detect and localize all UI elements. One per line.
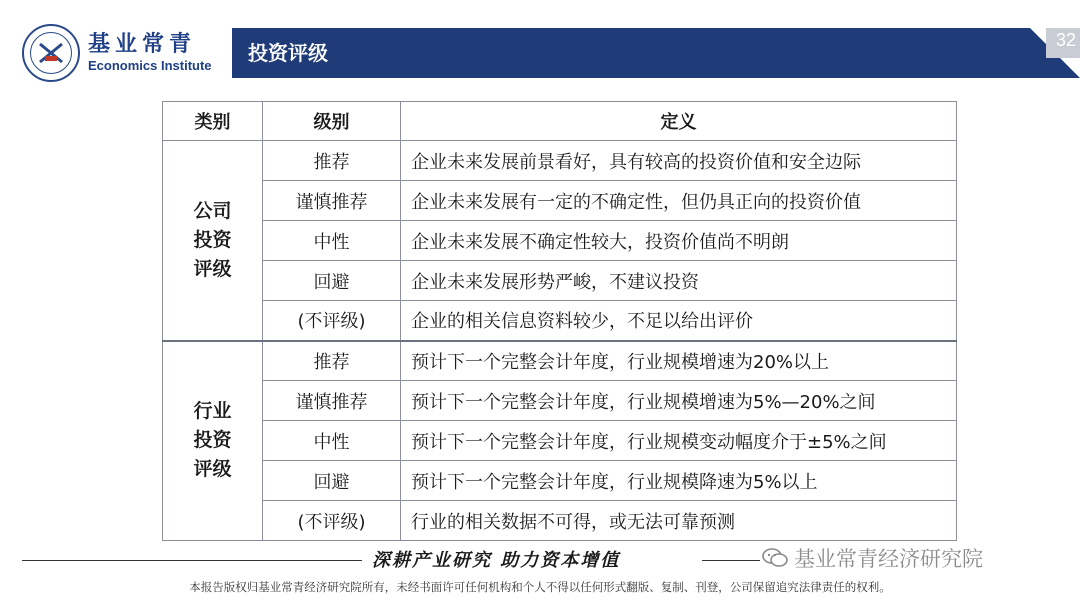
investment-rating-table xyxy=(162,101,957,541)
rating-level: 推荐 xyxy=(263,341,401,381)
footer-divider-right xyxy=(702,560,760,561)
table-row xyxy=(163,381,957,421)
rating-level: 回避 xyxy=(263,261,401,301)
table-row xyxy=(163,141,957,181)
table-row xyxy=(163,501,957,541)
page-number: 32 xyxy=(1055,30,1076,50)
category-industry-rating: 行业 投资 评级 xyxy=(163,341,263,541)
table-row xyxy=(163,461,957,501)
institute-logo xyxy=(22,22,232,84)
rating-definition: 预计下一个完整会计年度，行业规模降速为5%以上 xyxy=(401,461,957,501)
rating-level: (不评级) xyxy=(263,501,401,541)
category-company-rating: 公司 投资 评级 xyxy=(163,141,263,341)
table-row xyxy=(163,341,957,381)
rating-definition: 企业未来发展有一定的不确定性，但仍具正向的投资价值 xyxy=(401,181,957,221)
copyright-disclaimer: 本报告版权归基业常青经济研究院所有，未经书面许可任何机构和个人不得以任何形式翻版、复制、刊登，公司保留追究法律责任的权利。 xyxy=(189,580,891,594)
table-row xyxy=(163,221,957,261)
rating-level: 谨慎推荐 xyxy=(263,181,401,221)
rating-level: 中性 xyxy=(263,221,401,261)
wechat-icon xyxy=(762,547,788,569)
rating-definition: 预计下一个完整会计年度，行业规模增速为5%—20%之间 xyxy=(401,381,957,421)
table-row xyxy=(163,261,957,301)
table-row xyxy=(163,301,957,341)
wechat-watermark xyxy=(762,543,983,573)
rating-definition: 预计下一个完整会计年度，行业规模增速为20%以上 xyxy=(401,341,957,381)
header-definition: 定义 xyxy=(401,102,957,141)
table-row xyxy=(163,181,957,221)
rating-level: 推荐 xyxy=(263,141,401,181)
rating-definition: 预计下一个完整会计年度，行业规模变动幅度介于±5%之间 xyxy=(401,421,957,461)
rating-definition: 行业的相关数据不可得，或无法可靠预测 xyxy=(401,501,957,541)
seal-icon xyxy=(22,24,80,82)
table-header-row xyxy=(163,102,957,141)
rating-definition: 企业的相关信息资料较少，不足以给出评价 xyxy=(401,301,957,341)
logo-english-name: Economics Institute xyxy=(88,58,212,73)
footer-divider-left xyxy=(22,560,362,561)
rating-level: (不评级) xyxy=(263,301,401,341)
title-bar xyxy=(232,28,1080,78)
page-title: 投资评级 xyxy=(248,41,328,65)
rating-definition: 企业未来发展不确定性较大，投资价值尚不明朗 xyxy=(401,221,957,261)
rating-level: 中性 xyxy=(263,421,401,461)
rating-definition: 企业未来发展前景看好，具有较高的投资价值和安全边际 xyxy=(401,141,957,181)
table-row xyxy=(163,421,957,461)
rating-definition: 企业未来发展形势严峻，不建议投资 xyxy=(401,261,957,301)
header-level: 级别 xyxy=(263,102,401,141)
watermark-text: 基业常青经济研究院 xyxy=(794,547,983,571)
rating-level: 回避 xyxy=(263,461,401,501)
header-category: 类别 xyxy=(163,102,263,141)
rating-level: 谨慎推荐 xyxy=(263,381,401,421)
logo-chinese-name: 基业常青 xyxy=(88,31,197,57)
footer-slogan: 深耕产业研究 助力资本增值 xyxy=(372,550,621,571)
